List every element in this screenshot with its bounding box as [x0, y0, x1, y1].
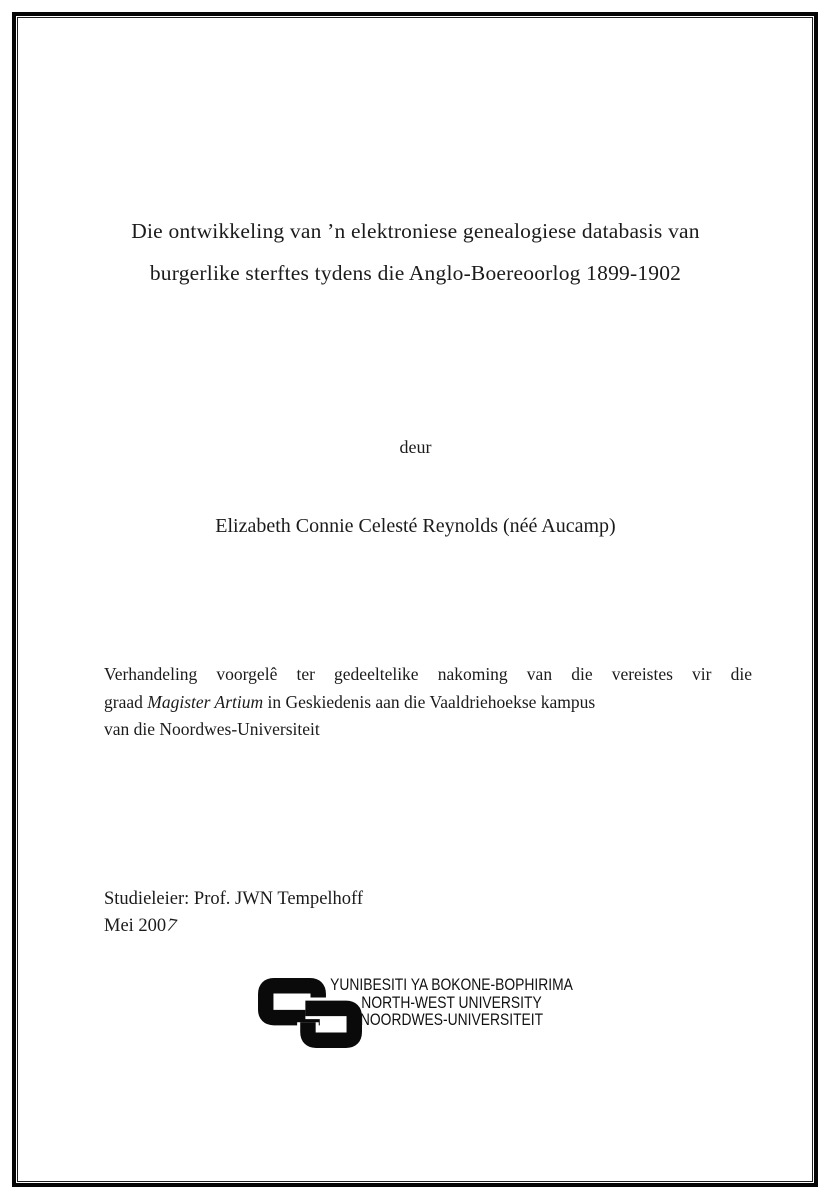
logo-line-setswana: YUNIBESITI YA BOKONE-BOPHIRIMA [330, 975, 573, 994]
thesis-title [60, 210, 771, 294]
author-name: Elizabeth Connie Celesté Reynolds (néé Aucamp) [215, 515, 616, 537]
declaration-line1: Verhandeling voorgelê ter gedeeltelike nakoming van die vereistes vir die [104, 664, 752, 684]
date-prefix: Mei 200 [104, 916, 167, 936]
date-last-digit: 7 [164, 915, 180, 937]
logo-line-afrikaans: NOORDWES-UNIVERSITEIT [359, 1010, 544, 1029]
university-logo [0, 972, 831, 1052]
declaration-line2-post: in Geskiedenis aan die Vaaldriehoekse kampus [263, 691, 596, 712]
degree-declaration [104, 661, 752, 744]
declaration-line3: van die Noordwes-Universiteit [104, 719, 320, 739]
degree-name-italic: Magister Artium [147, 691, 264, 712]
thesis-title-line1: Die ontwikkeling van ’n elektroniese genealogiese databasis van [131, 219, 700, 243]
supervisor-line: Studieleier: Prof. JWN Tempelhoff [104, 889, 364, 909]
logo-line-english: NORTH-WEST UNIVERSITY [361, 992, 542, 1012]
date-line [104, 913, 363, 940]
byline-label: deur [399, 437, 432, 457]
declaration-line2 [104, 689, 752, 717]
university-logo-wordmark [326, 976, 577, 1029]
declaration-line2-pre: graad [104, 691, 148, 712]
thesis-title-line2: burgerlike sterftes tydens die Anglo-Boereoorlog 1899-1902 [149, 261, 682, 285]
supervisor-and-date [104, 886, 363, 940]
